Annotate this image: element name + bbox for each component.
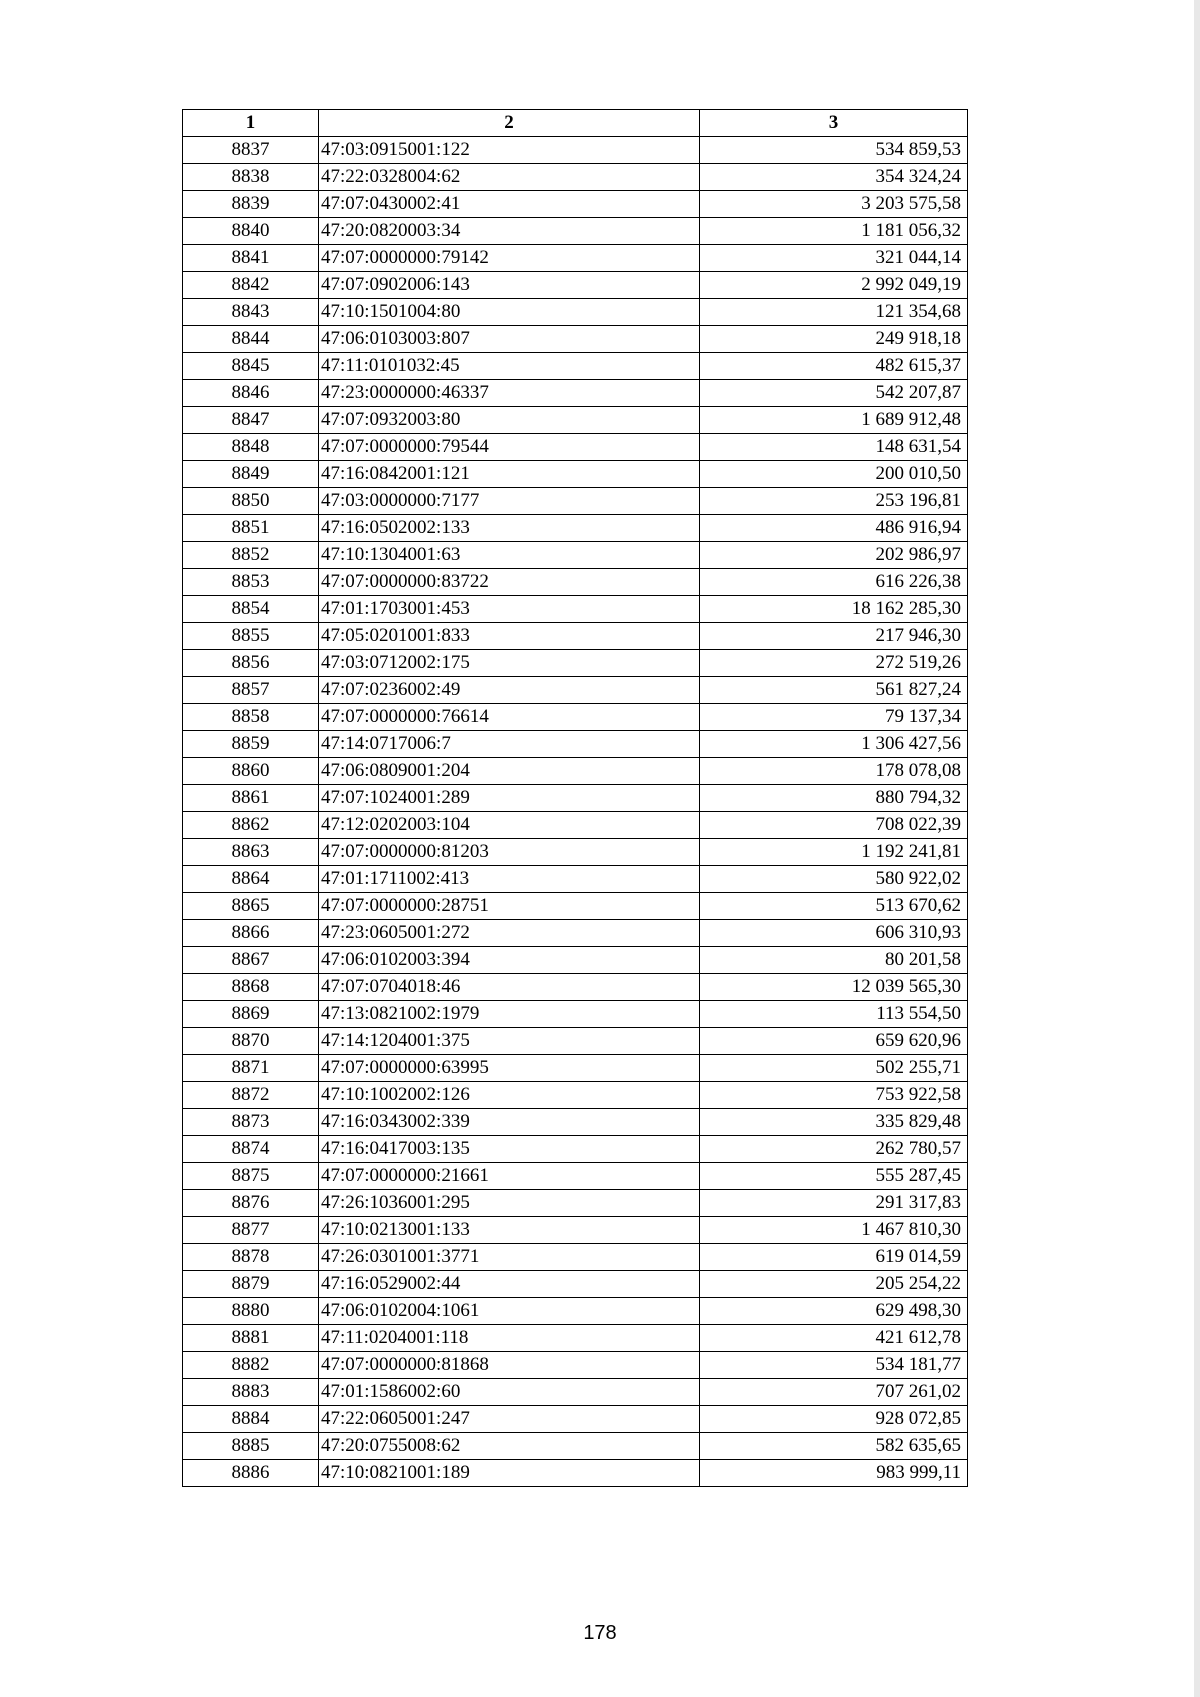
cadastral-number-cell: 47:07:1024001:289: [319, 785, 700, 812]
value-cell: 582 635,65: [700, 1433, 968, 1460]
table-row: [183, 650, 968, 677]
row-number-cell: 8849: [183, 461, 319, 488]
cadastral-number-cell: 47:16:0343002:339: [319, 1109, 700, 1136]
value-cell: 1 467 810,30: [700, 1217, 968, 1244]
cadastral-number-cell: 47:06:0102004:1061: [319, 1298, 700, 1325]
cadastral-number-cell: 47:14:0717006:7: [319, 731, 700, 758]
row-number-cell: 8851: [183, 515, 319, 542]
table-row: [183, 758, 968, 785]
cadastral-number-cell: 47:16:0417003:135: [319, 1136, 700, 1163]
row-number-cell: 8867: [183, 947, 319, 974]
value-cell: 178 078,08: [700, 758, 968, 785]
row-number-cell: 8853: [183, 569, 319, 596]
cadastral-number-cell: 47:06:0103003:807: [319, 326, 700, 353]
cadastral-number-cell: 47:01:1586002:60: [319, 1379, 700, 1406]
header-row: [183, 110, 968, 137]
value-cell: 707 261,02: [700, 1379, 968, 1406]
table-row: [183, 1217, 968, 1244]
value-cell: 659 620,96: [700, 1028, 968, 1055]
cadastral-number-cell: 47:16:0842001:121: [319, 461, 700, 488]
value-cell: 753 922,58: [700, 1082, 968, 1109]
table-row: [183, 326, 968, 353]
cadastral-number-cell: 47:07:0000000:79142: [319, 245, 700, 272]
row-number-cell: 8854: [183, 596, 319, 623]
cadastral-number-cell: 47:07:0000000:76614: [319, 704, 700, 731]
cadastral-number-cell: 47:07:0932003:80: [319, 407, 700, 434]
row-number-cell: 8841: [183, 245, 319, 272]
row-number-cell: 8885: [183, 1433, 319, 1460]
table-row: [183, 218, 968, 245]
cadastral-number-cell: 47:10:1002002:126: [319, 1082, 700, 1109]
table-row: [183, 866, 968, 893]
table-row: [183, 272, 968, 299]
cadastral-number-cell: 47:07:0000000:79544: [319, 434, 700, 461]
row-number-cell: 8866: [183, 920, 319, 947]
cadastral-number-cell: 47:10:0213001:133: [319, 1217, 700, 1244]
value-cell: 3 203 575,58: [700, 191, 968, 218]
row-number-cell: 8861: [183, 785, 319, 812]
row-number-cell: 8859: [183, 731, 319, 758]
table-row: [183, 1433, 968, 1460]
value-cell: 1 181 056,32: [700, 218, 968, 245]
header-col-2: 2: [319, 110, 700, 137]
value-cell: 486 916,94: [700, 515, 968, 542]
cadastral-number-cell: 47:07:0902006:143: [319, 272, 700, 299]
row-number-cell: 8880: [183, 1298, 319, 1325]
table-row: [183, 407, 968, 434]
page-number: 178: [583, 1622, 617, 1644]
cadastral-number-cell: 47:23:0000000:46337: [319, 380, 700, 407]
table-row: [183, 461, 968, 488]
row-number-cell: 8848: [183, 434, 319, 461]
value-cell: 80 201,58: [700, 947, 968, 974]
value-cell: 482 615,37: [700, 353, 968, 380]
table-row: [183, 704, 968, 731]
value-cell: 2 992 049,19: [700, 272, 968, 299]
table-row: [183, 1163, 968, 1190]
table-row: [183, 1001, 968, 1028]
value-cell: 983 999,11: [700, 1460, 968, 1487]
value-cell: 205 254,22: [700, 1271, 968, 1298]
table-row: [183, 434, 968, 461]
table-row: [183, 1352, 968, 1379]
cadastral-number-cell: 47:05:0201001:833: [319, 623, 700, 650]
table-row: [183, 1028, 968, 1055]
table-row: [183, 974, 968, 1001]
cadastral-number-cell: 47:07:0000000:63995: [319, 1055, 700, 1082]
table-row: [183, 1109, 968, 1136]
row-number-cell: 8857: [183, 677, 319, 704]
header-col-3: 3: [700, 110, 968, 137]
table-row: [183, 1082, 968, 1109]
row-number-cell: 8864: [183, 866, 319, 893]
row-number-cell: 8873: [183, 1109, 319, 1136]
value-cell: 335 829,48: [700, 1109, 968, 1136]
cadastral-number-cell: 47:22:0328004:62: [319, 164, 700, 191]
header-col-1: 1: [183, 110, 319, 137]
table-row: [183, 839, 968, 866]
table-row: [183, 947, 968, 974]
table-row: [183, 515, 968, 542]
table-row: [183, 731, 968, 758]
row-number-cell: 8881: [183, 1325, 319, 1352]
row-number-cell: 8850: [183, 488, 319, 515]
row-number-cell: 8879: [183, 1271, 319, 1298]
table-row: [183, 380, 968, 407]
value-cell: 200 010,50: [700, 461, 968, 488]
cadastral-number-cell: 47:03:0915001:122: [319, 137, 700, 164]
row-number-cell: 8875: [183, 1163, 319, 1190]
value-cell: 249 918,18: [700, 326, 968, 353]
value-cell: 121 354,68: [700, 299, 968, 326]
value-cell: 321 044,14: [700, 245, 968, 272]
row-number-cell: 8876: [183, 1190, 319, 1217]
cadastral-number-cell: 47:22:0605001:247: [319, 1406, 700, 1433]
table-row: [183, 623, 968, 650]
value-cell: 555 287,45: [700, 1163, 968, 1190]
value-cell: 1 192 241,81: [700, 839, 968, 866]
row-number-cell: 8868: [183, 974, 319, 1001]
table-row: [183, 542, 968, 569]
table-body: [183, 137, 968, 1487]
cadastral-number-cell: 47:16:0502002:133: [319, 515, 700, 542]
value-cell: 18 162 285,30: [700, 596, 968, 623]
cadastral-number-cell: 47:07:0000000:81203: [319, 839, 700, 866]
cadastral-number-cell: 47:11:0101032:45: [319, 353, 700, 380]
table-row: [183, 785, 968, 812]
table-row: [183, 353, 968, 380]
value-cell: 880 794,32: [700, 785, 968, 812]
row-number-cell: 8878: [183, 1244, 319, 1271]
table-row: [183, 1379, 968, 1406]
row-number-cell: 8845: [183, 353, 319, 380]
row-number-cell: 8884: [183, 1406, 319, 1433]
value-cell: 272 519,26: [700, 650, 968, 677]
value-cell: 502 255,71: [700, 1055, 968, 1082]
table-row: [183, 245, 968, 272]
cadastral-number-cell: 47:06:0809001:204: [319, 758, 700, 785]
row-number-cell: 8865: [183, 893, 319, 920]
row-number-cell: 8874: [183, 1136, 319, 1163]
table-row: [183, 1136, 968, 1163]
cadastral-number-cell: 47:07:0000000:28751: [319, 893, 700, 920]
row-number-cell: 8837: [183, 137, 319, 164]
table-row: [183, 893, 968, 920]
table-row: [183, 137, 968, 164]
row-number-cell: 8844: [183, 326, 319, 353]
table-row: [183, 1298, 968, 1325]
row-number-cell: 8842: [183, 272, 319, 299]
table-row: [183, 1271, 968, 1298]
value-cell: 928 072,85: [700, 1406, 968, 1433]
cadastral-number-cell: 47:10:0821001:189: [319, 1460, 700, 1487]
table-header: [183, 110, 968, 137]
row-number-cell: 8886: [183, 1460, 319, 1487]
row-number-cell: 8860: [183, 758, 319, 785]
row-number-cell: 8869: [183, 1001, 319, 1028]
cadastral-number-cell: 47:20:0755008:62: [319, 1433, 700, 1460]
value-cell: 421 612,78: [700, 1325, 968, 1352]
page-edge: [1194, 0, 1200, 1697]
table-row: [183, 677, 968, 704]
value-cell: 79 137,34: [700, 704, 968, 731]
value-cell: 534 181,77: [700, 1352, 968, 1379]
value-cell: 534 859,53: [700, 137, 968, 164]
table-row: [183, 1325, 968, 1352]
value-cell: 580 922,02: [700, 866, 968, 893]
value-cell: 113 554,50: [700, 1001, 968, 1028]
cadastral-number-cell: 47:07:0704018:46: [319, 974, 700, 1001]
cadastral-number-cell: 47:20:0820003:34: [319, 218, 700, 245]
cadastral-number-cell: 47:06:0102003:394: [319, 947, 700, 974]
cadastral-number-cell: 47:07:0430002:41: [319, 191, 700, 218]
value-cell: 217 946,30: [700, 623, 968, 650]
table-row: [183, 1190, 968, 1217]
value-cell: 708 022,39: [700, 812, 968, 839]
table-row: [183, 1244, 968, 1271]
value-cell: 354 324,24: [700, 164, 968, 191]
table-row: [183, 596, 968, 623]
table-row: [183, 812, 968, 839]
table-row: [183, 920, 968, 947]
row-number-cell: 8840: [183, 218, 319, 245]
cadastral-number-cell: 47:03:0712002:175: [319, 650, 700, 677]
cadastral-number-cell: 47:01:1703001:453: [319, 596, 700, 623]
row-number-cell: 8855: [183, 623, 319, 650]
cadastral-number-cell: 47:11:0204001:118: [319, 1325, 700, 1352]
value-cell: 542 207,87: [700, 380, 968, 407]
row-number-cell: 8872: [183, 1082, 319, 1109]
table-row: [183, 299, 968, 326]
cadastral-number-cell: 47:10:1501004:80: [319, 299, 700, 326]
table-row: [183, 569, 968, 596]
table-row: [183, 1055, 968, 1082]
value-cell: 619 014,59: [700, 1244, 968, 1271]
row-number-cell: 8877: [183, 1217, 319, 1244]
row-number-cell: 8858: [183, 704, 319, 731]
value-cell: 1 689 912,48: [700, 407, 968, 434]
row-number-cell: 8870: [183, 1028, 319, 1055]
row-number-cell: 8852: [183, 542, 319, 569]
cadastral-number-cell: 47:07:0236002:49: [319, 677, 700, 704]
cadastral-number-cell: 47:03:0000000:7177: [319, 488, 700, 515]
row-number-cell: 8882: [183, 1352, 319, 1379]
value-cell: 262 780,57: [700, 1136, 968, 1163]
cadastral-number-cell: 47:07:0000000:83722: [319, 569, 700, 596]
cadastral-number-cell: 47:01:1711002:413: [319, 866, 700, 893]
cadastral-number-cell: 47:14:1204001:375: [319, 1028, 700, 1055]
row-number-cell: 8856: [183, 650, 319, 677]
cadastral-number-cell: 47:16:0529002:44: [319, 1271, 700, 1298]
row-number-cell: 8846: [183, 380, 319, 407]
row-number-cell: 8863: [183, 839, 319, 866]
table-row: [183, 1406, 968, 1433]
value-cell: 202 986,97: [700, 542, 968, 569]
row-number-cell: 8847: [183, 407, 319, 434]
row-number-cell: 8862: [183, 812, 319, 839]
table-row: [183, 191, 968, 218]
value-cell: 12 039 565,30: [700, 974, 968, 1001]
value-cell: 606 310,93: [700, 920, 968, 947]
row-number-cell: 8871: [183, 1055, 319, 1082]
cadastral-number-cell: 47:26:0301001:3771: [319, 1244, 700, 1271]
row-number-cell: 8839: [183, 191, 319, 218]
row-number-cell: 8843: [183, 299, 319, 326]
value-cell: 513 670,62: [700, 893, 968, 920]
table-row: [183, 164, 968, 191]
value-cell: 1 306 427,56: [700, 731, 968, 758]
cadastral-number-cell: 47:23:0605001:272: [319, 920, 700, 947]
value-cell: 148 631,54: [700, 434, 968, 461]
cadastral-number-cell: 47:13:0821002:1979: [319, 1001, 700, 1028]
table-row: [183, 488, 968, 515]
table-row: [183, 1460, 968, 1487]
value-cell: 291 317,83: [700, 1190, 968, 1217]
row-number-cell: 8883: [183, 1379, 319, 1406]
cadastral-number-cell: 47:07:0000000:21661: [319, 1163, 700, 1190]
cadastral-number-cell: 47:12:0202003:104: [319, 812, 700, 839]
value-cell: 561 827,24: [700, 677, 968, 704]
cadastral-number-cell: 47:07:0000000:81868: [319, 1352, 700, 1379]
value-cell: 629 498,30: [700, 1298, 968, 1325]
value-cell: 616 226,38: [700, 569, 968, 596]
cadastral-number-cell: 47:26:1036001:295: [319, 1190, 700, 1217]
cadastral-number-cell: 47:10:1304001:63: [319, 542, 700, 569]
data-table: [182, 109, 968, 1487]
row-number-cell: 8838: [183, 164, 319, 191]
value-cell: 253 196,81: [700, 488, 968, 515]
